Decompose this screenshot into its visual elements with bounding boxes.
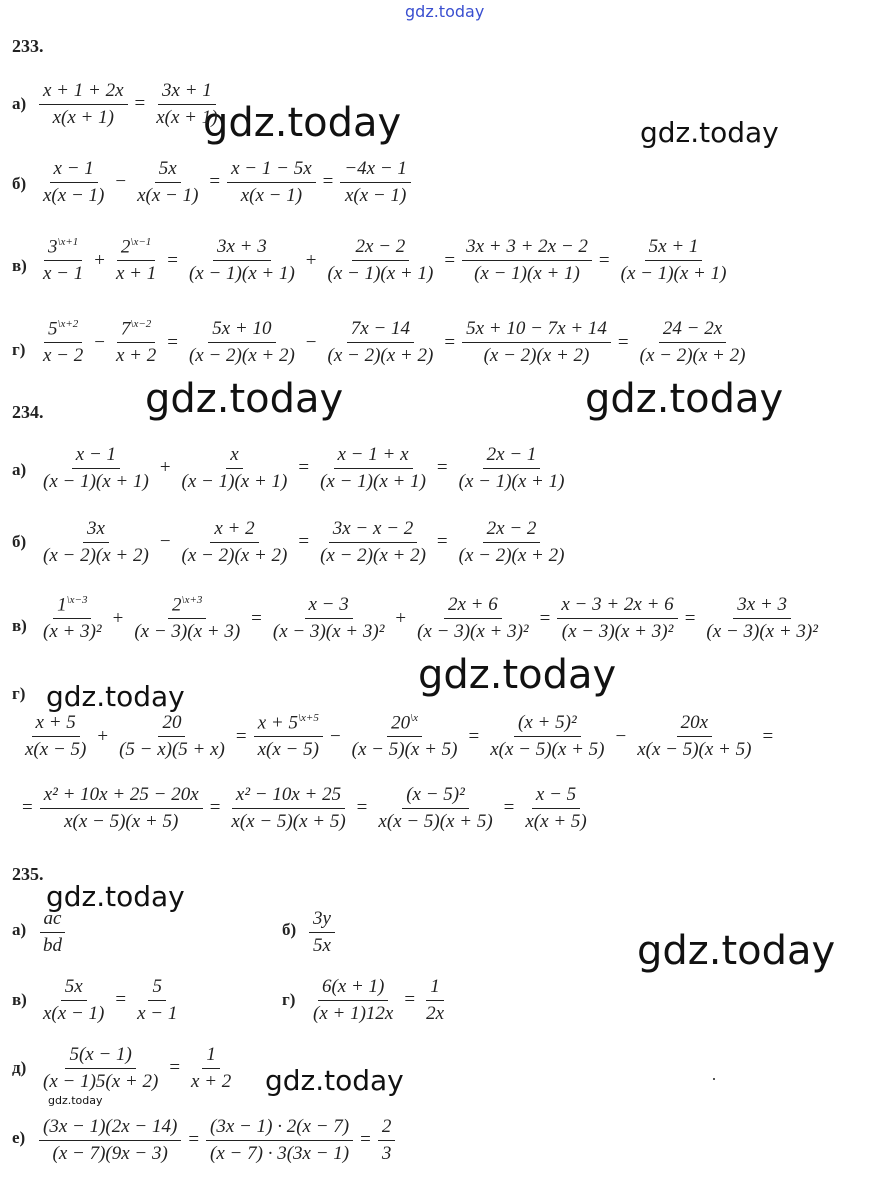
watermark: gdz.today xyxy=(265,1064,404,1097)
equation xyxy=(36,236,733,285)
numerator: x² − 10x + 25 xyxy=(232,784,345,809)
fraction xyxy=(633,712,755,761)
numerator: 3x + 1 xyxy=(158,80,216,105)
fraction xyxy=(39,518,153,567)
equation xyxy=(36,1116,398,1165)
fraction xyxy=(702,594,822,643)
problem-number-233: 233. xyxy=(12,36,44,56)
fraction xyxy=(462,318,611,367)
equation xyxy=(36,318,752,367)
numerator: 24 − 2x xyxy=(659,318,726,343)
denominator: (x − 2)(x + 2) xyxy=(188,345,295,366)
numerator: x + 2 xyxy=(210,518,258,543)
watermark: gdz.today xyxy=(585,376,784,422)
numerator: (3x − 1) · 2(x − 7) xyxy=(206,1116,353,1141)
watermark: gdz.today xyxy=(640,116,779,149)
operator: = xyxy=(598,249,610,271)
superscript: \x−2 xyxy=(130,318,152,330)
equation xyxy=(36,1044,238,1093)
denominator: x(x − 5)(x + 5) xyxy=(378,810,493,832)
denominator: (x − 2)(x + 2) xyxy=(320,544,426,566)
operator: − xyxy=(115,171,127,193)
denominator: (x − 2)(x + 2) xyxy=(43,544,149,566)
fraction xyxy=(130,594,244,643)
fraction xyxy=(486,712,608,761)
watermark: gdz.today xyxy=(46,680,185,713)
item-label: в) xyxy=(12,990,27,1009)
equation xyxy=(36,976,184,1025)
denominator: (x − 2)(x + 2) xyxy=(181,544,288,566)
fraction xyxy=(340,158,411,207)
numerator: x² + 10x + 25 − 20x xyxy=(40,784,203,809)
fraction xyxy=(39,1044,162,1093)
operator: − xyxy=(329,725,341,747)
numerator: x − 1 + x xyxy=(334,444,413,469)
fraction xyxy=(185,236,299,285)
denominator: (x − 3)(x + 3)² xyxy=(706,621,818,642)
numerator: x − 1 xyxy=(72,444,120,469)
operator: = xyxy=(762,725,774,747)
denominator: (x − 1)(x + 1) xyxy=(620,263,727,284)
numerator: 6(x + 1) xyxy=(318,976,388,1001)
denominator: x + 2 xyxy=(115,345,157,367)
denominator: 5x xyxy=(313,934,331,956)
operator: = xyxy=(360,1129,371,1151)
operator: = xyxy=(167,249,178,271)
denominator: x − 2 xyxy=(43,345,84,367)
operator: = xyxy=(436,531,448,553)
numerator: 1 xyxy=(202,1044,220,1069)
operator: = xyxy=(444,331,456,353)
denominator: x(x − 1) xyxy=(240,184,303,206)
speck xyxy=(713,1078,715,1080)
denominator: (x − 1)(x + 1) xyxy=(43,470,149,492)
numerator: 20 xyxy=(158,712,185,737)
numerator: 20x xyxy=(677,712,712,737)
problem-number-235: 235. xyxy=(12,864,44,884)
numerator: 5x + 10 − 7x + 14 xyxy=(462,318,611,343)
equation xyxy=(36,908,69,957)
numerator: $1^{\backslash x-3}$ xyxy=(53,594,91,619)
fraction xyxy=(39,236,87,285)
fraction xyxy=(39,594,106,643)
watermark: gdz.today xyxy=(145,376,344,422)
operator: + xyxy=(94,249,105,271)
denominator: (x − 3)(x + 3) xyxy=(134,621,241,643)
denominator: bd xyxy=(43,934,62,956)
fraction xyxy=(39,158,108,207)
numerator: x − 1 − 5x xyxy=(227,158,316,183)
denominator: x(x − 5)(x + 5) xyxy=(231,810,346,832)
numerator: 7x − 14 xyxy=(347,318,414,343)
item-label: в) xyxy=(12,616,27,635)
numerator: 5x xyxy=(155,158,181,183)
numerator: 2x − 2 xyxy=(483,518,541,543)
watermark-small: gdz.today xyxy=(48,1094,103,1107)
numerator: 3x + 3 xyxy=(213,236,271,261)
fraction xyxy=(133,158,202,207)
fraction xyxy=(422,976,448,1025)
fraction xyxy=(21,712,90,761)
fraction xyxy=(187,1044,235,1093)
fraction xyxy=(557,594,677,643)
fraction xyxy=(178,518,292,567)
fraction xyxy=(269,594,389,643)
fraction xyxy=(316,444,430,493)
fraction xyxy=(115,712,229,761)
denominator: x(x − 5)(x + 5) xyxy=(64,810,179,832)
operator: = xyxy=(404,989,416,1011)
fraction xyxy=(374,784,496,833)
equation xyxy=(306,908,338,957)
operator: + xyxy=(97,725,109,747)
denominator: x(x − 1) xyxy=(344,184,407,206)
fraction xyxy=(112,236,160,285)
denominator: 3 xyxy=(381,1142,392,1164)
denominator: (x − 1)(x + 1) xyxy=(188,263,295,284)
numerator: x + 5 xyxy=(32,712,80,737)
fraction xyxy=(206,1116,353,1165)
item-label: д) xyxy=(12,1058,27,1077)
numerator: x − 3 + 2x + 6 xyxy=(557,594,677,619)
denominator: (x + 3)² xyxy=(43,621,102,643)
denominator: x(x + 1) xyxy=(52,106,114,128)
watermark: gdz.today xyxy=(637,928,836,974)
watermark: gdz.today xyxy=(46,880,185,913)
operator: = xyxy=(356,797,368,819)
fraction xyxy=(39,444,153,493)
denominator: (x − 5)(x + 5) xyxy=(351,739,458,761)
fraction xyxy=(39,80,128,129)
superscript: \x+5 xyxy=(297,712,319,724)
operator: = xyxy=(436,457,448,479)
fraction xyxy=(185,318,299,367)
numerator: 3y xyxy=(309,908,335,933)
numerator: (3x − 1)(2x − 14) xyxy=(39,1116,181,1141)
operator: − xyxy=(615,725,627,747)
equation xyxy=(18,784,594,833)
numerator: 3x + 3 + 2x − 2 xyxy=(462,236,592,261)
operator: = xyxy=(322,171,334,193)
denominator: x − 1 xyxy=(137,1002,178,1024)
denominator: x(x − 5)(x + 5) xyxy=(490,739,605,760)
superscript: \x+2 xyxy=(57,318,79,330)
denominator: x(x − 5) xyxy=(25,739,87,760)
operator: = xyxy=(169,1057,181,1079)
operator: = xyxy=(251,607,262,629)
operator: = xyxy=(235,725,247,747)
denominator: x(x − 5) xyxy=(257,739,319,761)
numerator: 5 xyxy=(148,976,166,1001)
item-label: г) xyxy=(12,684,26,703)
fraction xyxy=(40,784,203,833)
numerator: $x + 5^{\backslash x+5}$ xyxy=(254,712,323,737)
numerator: $3^{\backslash x+1}$ xyxy=(44,236,82,261)
operator: = xyxy=(468,725,480,747)
numerator: −4x − 1 xyxy=(340,158,411,183)
operator: − xyxy=(305,331,317,353)
numerator: (x − 5)² xyxy=(402,784,469,809)
denominator: (x − 2)(x + 2) xyxy=(639,345,746,366)
operator: = xyxy=(444,249,456,271)
denominator: (x − 1)(x + 1) xyxy=(327,263,434,284)
denominator: x(x − 5)(x + 5) xyxy=(637,739,752,760)
equation xyxy=(36,158,414,207)
equation xyxy=(36,518,571,567)
fraction xyxy=(455,518,569,567)
denominator: (x − 2)(x + 2) xyxy=(327,345,434,366)
operator: = xyxy=(503,797,515,819)
denominator: (x − 3)(x + 3)² xyxy=(272,621,385,642)
item-label: б) xyxy=(12,532,27,551)
numerator: 3x − x − 2 xyxy=(329,518,418,543)
denominator: x(x − 1) xyxy=(137,184,199,206)
item-label: е) xyxy=(12,1128,26,1147)
superscript: \x−1 xyxy=(130,236,152,248)
fraction xyxy=(227,158,316,207)
operator: = xyxy=(134,93,146,115)
numerator: $5^{\backslash x+2}$ xyxy=(44,318,82,343)
fraction xyxy=(133,976,181,1025)
item-label: а) xyxy=(12,460,27,479)
fraction xyxy=(309,976,397,1025)
superscript: \x−3 xyxy=(66,594,88,606)
operator: = xyxy=(209,171,221,193)
operator: = xyxy=(22,797,33,819)
denominator: x(x − 1) xyxy=(43,1002,105,1024)
operator: − xyxy=(159,531,171,553)
numerator: 2 xyxy=(378,1116,396,1141)
denominator: 2x xyxy=(426,1002,444,1024)
item-label: а) xyxy=(12,920,27,939)
denominator: (x − 1)(x + 1) xyxy=(474,263,580,284)
denominator: (5 − x)(5 + x) xyxy=(119,739,225,760)
denominator: (x − 7)(9x − 3) xyxy=(52,1142,168,1164)
operator: = xyxy=(188,1129,200,1151)
operator: = xyxy=(167,331,178,353)
denominator: (x − 7) · 3(3x − 1) xyxy=(210,1142,350,1164)
operator: + xyxy=(395,607,407,629)
superscript: \x xyxy=(410,712,419,724)
operator: + xyxy=(112,607,124,629)
numerator: $20^{\backslash x}$ xyxy=(387,712,422,737)
numerator: x − 1 xyxy=(50,158,98,183)
fraction xyxy=(378,1116,396,1165)
item-label: г) xyxy=(12,340,26,359)
fraction xyxy=(324,318,438,367)
watermark: gdz.today xyxy=(203,100,402,146)
operator: = xyxy=(209,797,221,819)
denominator: x + 2 xyxy=(191,1070,232,1092)
item-label: б) xyxy=(282,920,297,939)
watermark-top: gdz.today xyxy=(405,2,485,21)
operator: + xyxy=(159,457,171,479)
numerator: (x + 5)² xyxy=(514,712,581,737)
denominator: (x − 2)(x + 2) xyxy=(458,544,565,566)
denominator: x + 1 xyxy=(115,263,157,285)
numerator: 5x xyxy=(61,976,87,1001)
fraction xyxy=(617,236,731,285)
numerator: 5(x − 1) xyxy=(65,1044,135,1069)
numerator: x xyxy=(226,444,242,469)
numerator: 1 xyxy=(426,976,444,1001)
numerator: 3x xyxy=(83,518,109,543)
numerator: x + 1 + 2x xyxy=(39,80,128,105)
denominator: (x − 1)(x + 1) xyxy=(181,470,288,492)
equation xyxy=(36,594,825,643)
numerator: 5x + 1 xyxy=(645,236,703,261)
denominator: (x − 1)(x + 1) xyxy=(320,470,426,492)
fraction xyxy=(254,712,323,761)
equation xyxy=(306,976,451,1025)
numerator: ac xyxy=(40,908,66,933)
numerator: 2x + 6 xyxy=(444,594,502,619)
fraction xyxy=(521,784,590,833)
denominator: x(x − 1) xyxy=(43,184,105,206)
denominator: (x − 3)(x + 3)² xyxy=(417,621,529,642)
operator: = xyxy=(684,607,696,629)
equation xyxy=(36,444,571,493)
numerator: x − 5 xyxy=(532,784,580,809)
numerator: 3x + 3 xyxy=(733,594,791,619)
fraction xyxy=(348,712,462,761)
fraction xyxy=(39,318,87,367)
operator: = xyxy=(539,607,551,629)
operator: = xyxy=(115,989,127,1011)
denominator: x(x + 1) xyxy=(156,106,218,128)
operator: = xyxy=(298,531,310,553)
fraction xyxy=(39,908,66,957)
denominator: x(x + 5) xyxy=(525,810,587,832)
item-label: в) xyxy=(12,256,27,275)
denominator: (x − 2)(x + 2) xyxy=(483,345,590,366)
fraction xyxy=(462,236,592,285)
fraction xyxy=(227,784,349,833)
fraction xyxy=(455,444,569,493)
equation xyxy=(36,80,225,129)
numerator: 5x + 10 xyxy=(208,318,275,343)
denominator: x − 1 xyxy=(43,263,84,285)
fraction xyxy=(309,908,335,957)
numerator: $2^{\backslash x-1}$ xyxy=(117,236,155,261)
denominator: (x − 1)5(x + 2) xyxy=(43,1070,159,1092)
superscript: \x+3 xyxy=(181,594,203,606)
fraction xyxy=(413,594,533,643)
fraction xyxy=(39,1116,181,1165)
problem-number-234: 234. xyxy=(12,402,44,422)
operator: + xyxy=(305,249,317,271)
numerator: $2^{\backslash x+3}$ xyxy=(168,594,206,619)
fraction xyxy=(324,236,438,285)
numerator: $7^{\backslash x-2}$ xyxy=(117,318,155,343)
denominator: (x − 3)(x + 3)² xyxy=(561,621,674,642)
denominator: (x + 1)12x xyxy=(313,1002,394,1024)
fraction xyxy=(316,518,430,567)
numerator: 2x − 1 xyxy=(483,444,541,469)
operator: − xyxy=(94,331,105,353)
item-label: а) xyxy=(12,94,27,113)
numerator: x − 3 xyxy=(305,594,353,619)
fraction xyxy=(178,444,292,493)
equation xyxy=(18,712,777,761)
fraction xyxy=(39,976,108,1025)
item-label: г) xyxy=(282,990,296,1009)
fraction xyxy=(112,318,160,367)
fraction xyxy=(636,318,750,367)
watermark: gdz.today xyxy=(418,652,617,698)
numerator: 2x − 2 xyxy=(352,236,410,261)
fraction xyxy=(152,80,221,129)
superscript: \x+1 xyxy=(57,236,79,248)
denominator: (x − 1)(x + 1) xyxy=(458,470,565,492)
item-label: б) xyxy=(12,174,27,193)
operator: = xyxy=(298,457,310,479)
operator: = xyxy=(617,331,629,353)
